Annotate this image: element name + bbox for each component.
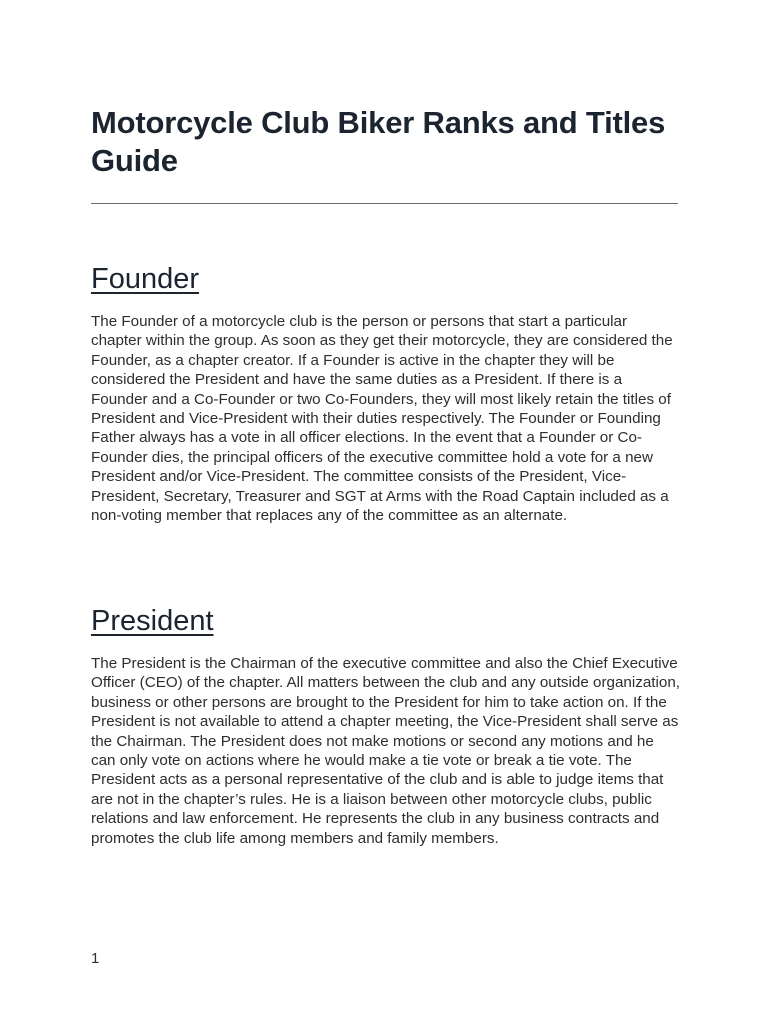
title-divider: [91, 203, 678, 204]
section-heading-founder: Founder: [91, 263, 200, 295]
section-body-president: The President is the Chairman of the executive committee and also the Chief Executive Officer (CEO) of the chapter. All matters between the club and any outside organization, business or other persons are brought to the President for him to take action on. If the President is not available to attend a chapter meeting, the Vice-President shall serve as the Chairman. The President does not make motions or second any motions and he can only vote on actions where he would make a tie vote or break a tie vote. The President acts as a personal representative of the club and is able to judge items that are not in the chapter’s rules. He is a liaison between other motorcycle clubs, public relations and law enforcement. He represents the club in any business contracts and promotes the club life among members and family members.: [91, 655, 680, 847]
section-body-founder: The Founder of a motorcycle club is the person or persons that start a particular chapter within the group. As soon as they get their motorcycle, they are considered the Founder, as a chapter creator. If a Founder is active in the chapter they will be considered the President and have the same duties as a President. If there is a Founder and a Co-Founder or two Co-Founders, they will most likely retain the titles of President and Vice-President with their duties respectively. The Founder or Founding Father always has a vote in all officer elections. In the event that a Founder or Co-Founder dies, the principal officers of the executive committee hold a vote for a new President and/or Vice-President. The committee consists of the President, Vice-President, Secretary, Treasurer and SGT at Arms with the Road Captain included as a non-voting member that replaces any of the committee as an alternate.: [91, 313, 673, 525]
document-title: Motorcycle Club Biker Ranks and Titles Guide: [91, 105, 666, 178]
section-heading-president: President: [91, 605, 214, 637]
page-number: 1: [91, 950, 100, 967]
